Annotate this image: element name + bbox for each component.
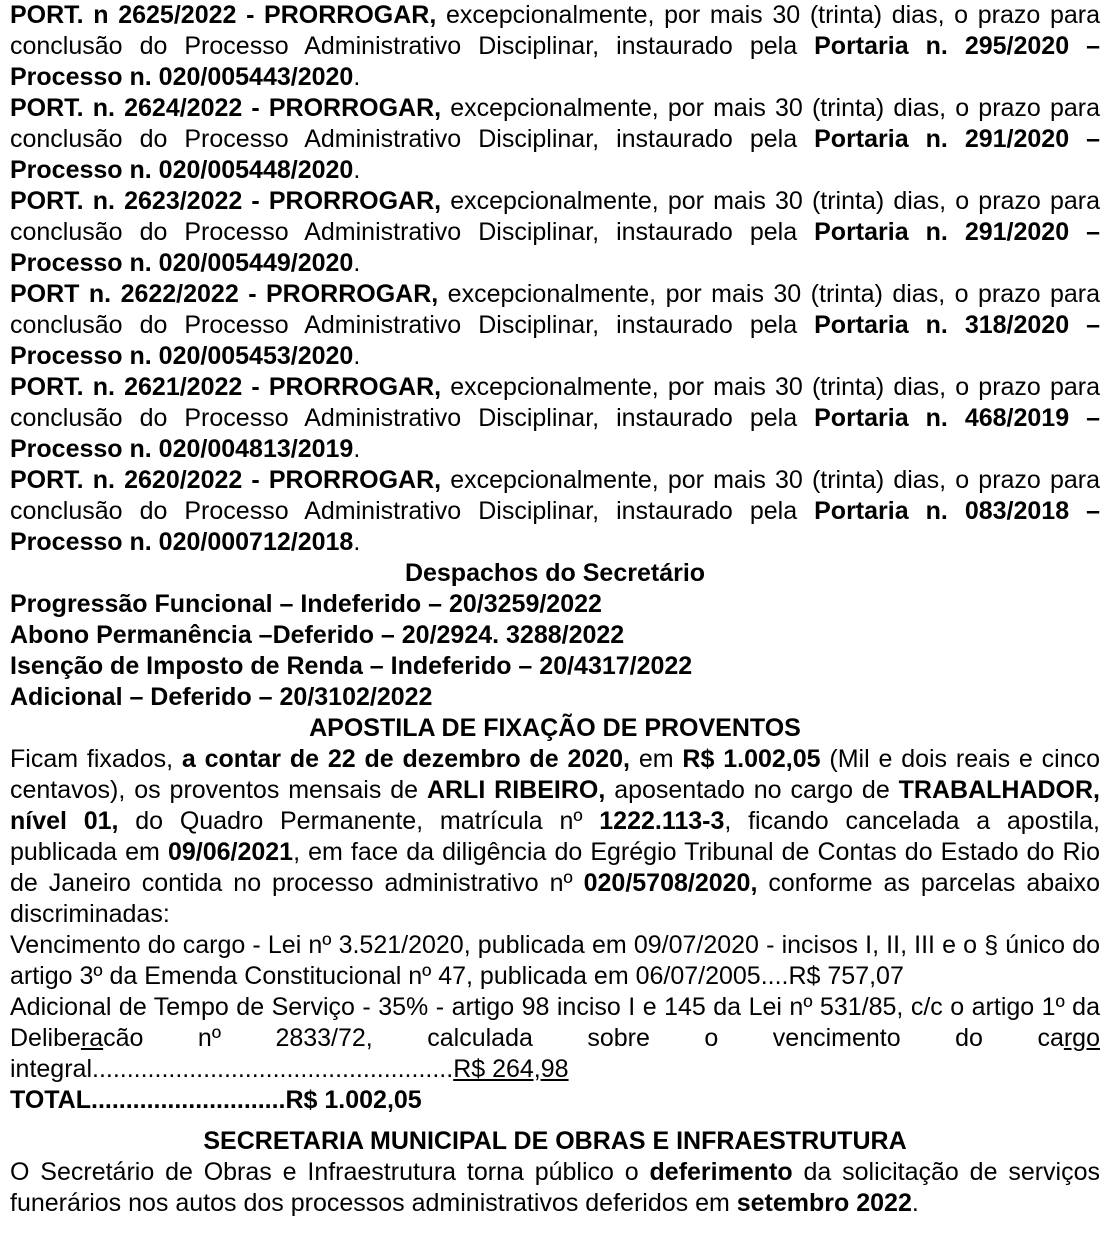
portaria-end: . [353, 342, 361, 370]
despacho-item: Adicional – Deferido – 20/3102/2022 [10, 683, 433, 711]
portaria-paragraph [10, 0, 1100, 93]
portaria-paragraph [10, 372, 1100, 465]
apostila-title: APOSTILA DE FIXAÇÃO DE PROVENTOS [309, 714, 801, 742]
portaria-end: . [353, 435, 361, 463]
total-line: TOTAL............................R$ 1.002,05 [10, 1086, 422, 1114]
portaria-id: PORT n. 2622/2022 - PRORROGAR, [10, 280, 439, 308]
publication-date: 09/06/2021 [167, 838, 294, 866]
text-run: em [630, 745, 683, 773]
despacho-item: Abono Permanência –Deferido – 20/2924. 3288/2022 [10, 621, 625, 649]
portaria-end: . [353, 528, 361, 556]
deferimento-word: deferimento [649, 1158, 793, 1186]
text-run: conforme as parcelas abaixo discriminadas: [10, 869, 1101, 928]
amount: R$ 1.002,05 [682, 745, 821, 773]
text-run: da solicitação de serviços funerários nos autos dos processos administrativos deferidos em [10, 1158, 1101, 1217]
text-run: (Mil e dois reais e cinco centavos), os proventos mensais de [10, 745, 1101, 804]
text-run: , em face da diligência do Egrégio Tribunal de Contas do Estado do Rio de Janeiro contida no processo administrativo nº [10, 838, 1100, 897]
portaria-end: . [353, 63, 361, 91]
portaria-ref: Portaria n. 291/2020 – Processo n. 020/005448/2020 [10, 125, 1101, 184]
portaria-id: PORT. n. 2620/2022 - PRORROGAR, [10, 466, 442, 494]
registration-number: 1222.113-3 [599, 807, 725, 835]
portaria-end: . [353, 249, 361, 277]
obras-title: SECRETARIA MUNICIPAL DE OBRAS E INFRAESTRUTURA [203, 1127, 907, 1155]
text-run: integral.................................................... [10, 1055, 454, 1083]
portaria-id: PORT. n 2625/2022 - PRORROGAR, [10, 1, 437, 29]
text-run: aposentado no cargo de [605, 776, 899, 804]
section-gap [10, 1116, 1100, 1126]
job-title: TRABALHADOR, nível 01, [10, 776, 1101, 835]
text-run: cão nº 2833/72, calculada sobre o vencimento do ca [103, 1024, 1064, 1052]
portaria-paragraph [10, 186, 1100, 279]
portaria-id: PORT. n. 2624/2022 - PRORROGAR, [10, 94, 442, 122]
portaria-ref: Portaria n. 291/2020 – Processo n. 020/005449/2020 [10, 218, 1101, 277]
portaria-paragraph [10, 279, 1100, 372]
date-start: a contar de 22 de dezembro de 2020, [181, 745, 631, 773]
additional-amount: R$ 264,98 [453, 1055, 569, 1083]
obras-paragraph [10, 1157, 1100, 1219]
portaria-text: excepcionalmente, por mais 30 (trinta) dias, o prazo para conclusão do Processo Administrativo Disciplinar, instaurado pela [10, 1, 1100, 60]
despachos-section [10, 558, 1100, 713]
apostila-paragraph [10, 744, 1100, 930]
process-number: 020/5708/2020, [583, 869, 758, 897]
portaria-ref: Portaria n. 318/2020 – Processo n. 020/005453/2020 [10, 311, 1101, 370]
text-run: , ficando cancelada a apostila, publicada em [10, 807, 1101, 866]
portarias-section [10, 0, 1100, 558]
portaria-id: PORT. n. 2623/2022 - PRORROGAR, [10, 187, 442, 215]
portaria-ref: Portaria n. 295/2020 – Processo n. 020/005443/2020 [10, 32, 1101, 91]
person-name: ARLI RIBEIRO, [426, 776, 606, 804]
portaria-text: excepcionalmente, por mais 30 (trinta) dias, o prazo para conclusão do Processo Administrativo Disciplinar, instaurado pela [10, 280, 1100, 339]
text-run: O Secretário de Obras e Infraestrutura torna público o [10, 1158, 650, 1186]
obras-section [10, 1126, 1100, 1219]
portaria-text: excepcionalmente, por mais 30 (trinta) dias, o prazo para conclusão do Processo Administrativo Disciplinar, instaurado pela [10, 373, 1100, 432]
portaria-paragraph [10, 93, 1100, 186]
additional-line [10, 992, 1100, 1085]
portaria-text: excepcionalmente, por mais 30 (trinta) dias, o prazo para conclusão do Processo Administrativo Disciplinar, instaurado pela [10, 466, 1100, 525]
text-run: Ficam fixados, [10, 745, 182, 773]
text-run: Adicional de Tempo de Serviço - 35% - artigo 98 inciso I e 145 da Lei nº 531/85, c/c o artigo 1º da Delibe [10, 993, 1100, 1052]
month-year: setembro 2022 [736, 1189, 912, 1217]
despacho-item: Progressão Funcional – Indeferido – 20/3259/2022 [10, 590, 602, 618]
portaria-ref: Portaria n. 083/2018 – Processo n. 020/000712/2018 [10, 497, 1101, 556]
portaria-text: excepcionalmente, por mais 30 (trinta) dias, o prazo para conclusão do Processo Administrativo Disciplinar, instaurado pela [10, 94, 1100, 153]
portaria-end: . [353, 156, 361, 184]
text-run: do Quadro Permanente, matrícula nº [118, 807, 600, 835]
portaria-id: PORT. n. 2621/2022 - PRORROGAR, [10, 373, 442, 401]
salary-line: Vencimento do cargo - Lei nº 3.521/2020, publicada em 09/07/2020 - incisos I, II, III e o § único do artigo 3º da Emenda Constitucional nº 47, publicada em 06/07/2005....R$ 757,07 [10, 931, 1100, 990]
portaria-text: excepcionalmente, por mais 30 (trinta) dias, o prazo para conclusão do Processo Administrativo Disciplinar, instaurado pela [10, 187, 1100, 246]
portaria-ref: Portaria n. 468/2019 – Processo n. 020/004813/2019 [10, 404, 1101, 463]
text-run: . [911, 1189, 919, 1217]
underlined-text: ra [80, 1024, 104, 1052]
despachos-title: Despachos do Secretário [404, 559, 706, 587]
apostila-section [10, 713, 1100, 1116]
underlined-text: rgo [1063, 1024, 1100, 1052]
portaria-paragraph [10, 465, 1100, 558]
despacho-item: Isenção de Imposto de Renda – Indeferido – 20/4317/2022 [10, 652, 693, 680]
